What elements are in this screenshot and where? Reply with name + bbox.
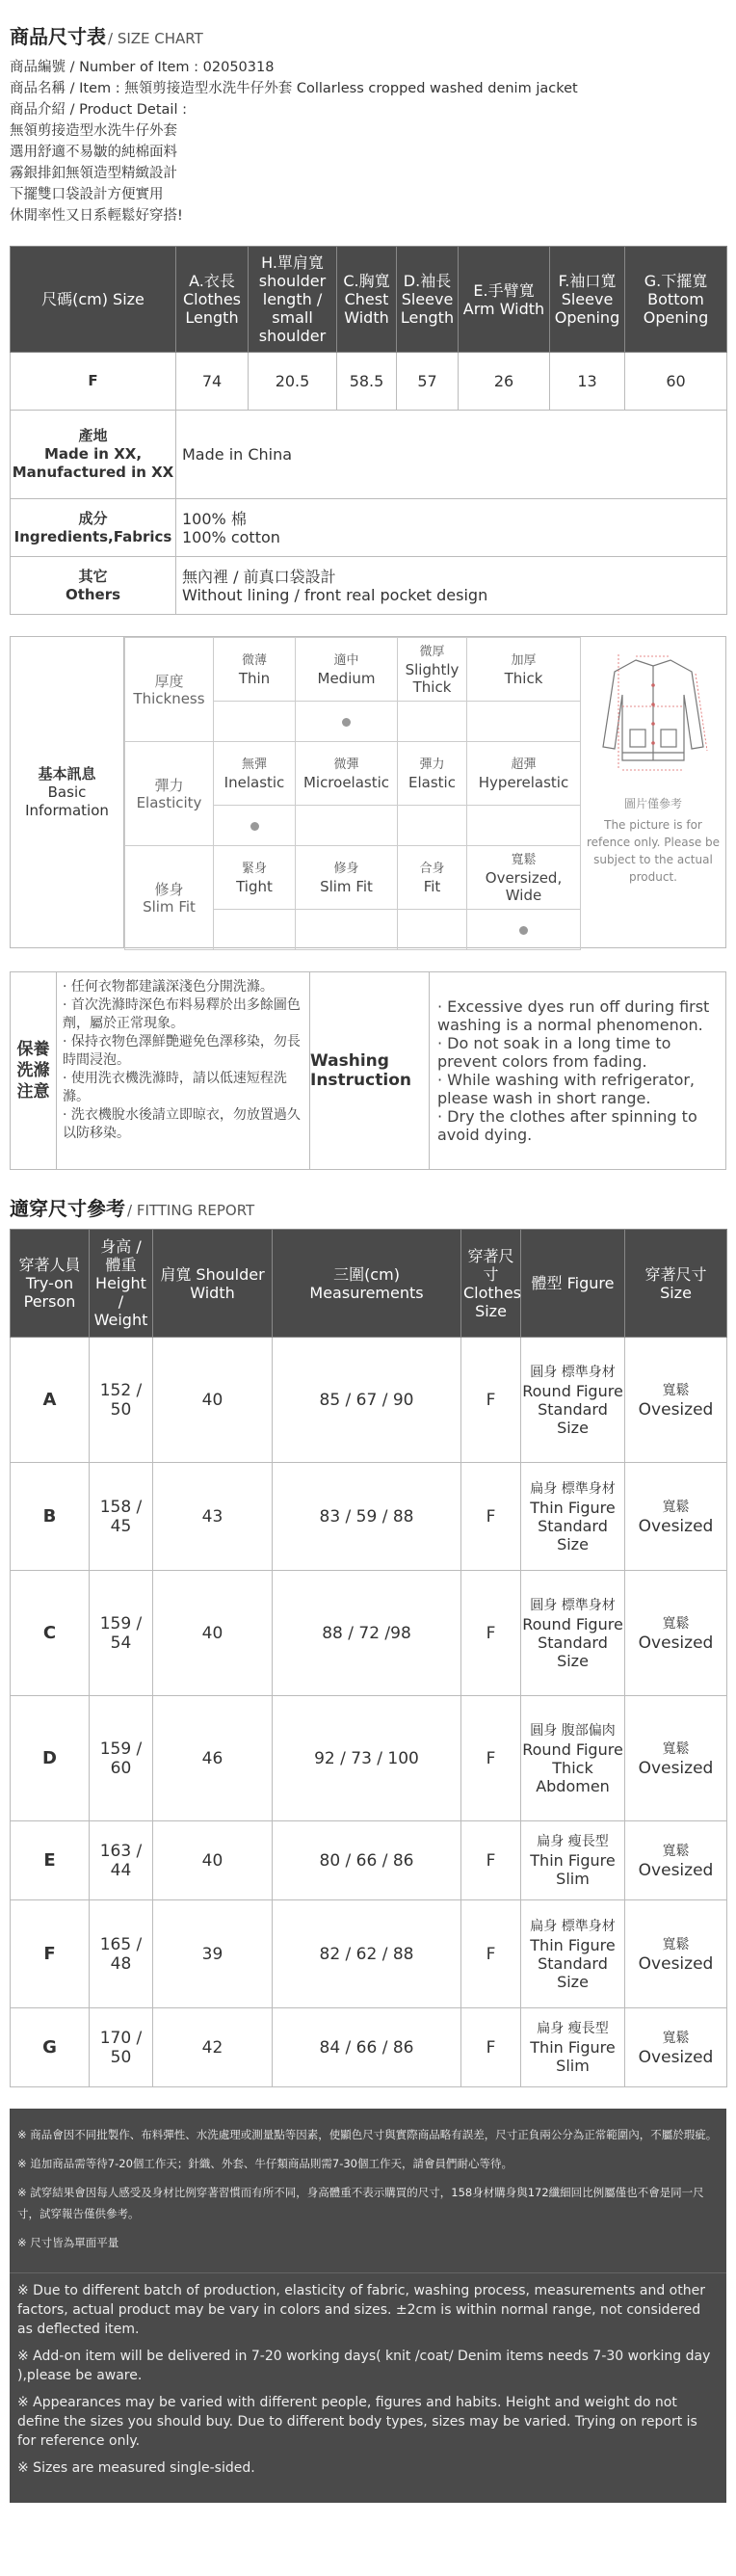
fabric-value	[176, 499, 727, 557]
jacket-sketch-icon	[595, 647, 711, 791]
thickness-option	[214, 638, 296, 702]
figure-en: Thin Figure Standard Size	[530, 1498, 616, 1554]
option-zh: 無彈	[241, 757, 267, 772]
fit-size-cell	[625, 1338, 727, 1463]
title-en: / SIZE CHART	[108, 30, 203, 47]
slimfit-option	[214, 846, 296, 910]
fit-zh: 寬鬆	[662, 1843, 690, 1859]
others-label	[11, 557, 176, 615]
size-value: 26	[459, 353, 550, 411]
header-line: 休閒率性又日系輕鬆好穿搭!	[10, 208, 183, 224]
option-zh: 微彈	[333, 757, 359, 772]
fitting-row	[11, 1696, 727, 1821]
fitting-report-table	[10, 1229, 727, 2087]
fit-size-cell	[625, 2008, 727, 2087]
header-line: 下擺雙口袋設計方便實用	[10, 187, 164, 202]
shoulder-cell: 40	[153, 1821, 273, 1900]
clothes-size-header: 穿著尺寸 Clothes Size	[461, 1230, 521, 1338]
shoulder-width-header: 肩寬 Shoulder Width	[153, 1230, 273, 1338]
note-en: ※ Appearances may be varied with different people, figures and habits. Height and weight do not define the sizes you should buy. Due to different body types, sizes may be varied. Trying on report is for reference only.	[17, 2395, 697, 2449]
measurements-cell: 88 / 72 /98	[273, 1571, 461, 1696]
others-label-zh: 其它	[78, 567, 108, 585]
figure-cell	[521, 1463, 625, 1571]
option-en: Slightly Thick	[405, 660, 460, 696]
clothes-size-cell: F	[461, 1821, 521, 1900]
fitting-report-title	[10, 1193, 726, 1221]
fabric-label-en: Ingredients,Fabrics	[13, 527, 172, 545]
selected-dot-icon	[519, 926, 528, 935]
note-en: ※ Due to different batch of production, elasticity of fabric, washing process, measurements and other factors, actual product may be vary in colors and sizes. ±2cm is within normal range, not considered as deflected item.	[17, 2283, 705, 2337]
fit-zh: 寬鬆	[662, 1936, 690, 1952]
fitting-title-zh: 適穿尺寸參考	[10, 1197, 125, 1220]
sleeve-length-header: D.袖長 Sleeve Length	[397, 247, 459, 353]
height-weight-cell: 170 / 50	[90, 2008, 153, 2087]
option-zh: 微厚	[419, 644, 445, 659]
height-weight-cell: 159 / 54	[90, 1571, 153, 1696]
size-chart-table	[10, 246, 727, 615]
fit-zh: 寬鬆	[662, 1499, 690, 1515]
fit-zh: 寬鬆	[662, 1382, 690, 1398]
thickness-head	[125, 638, 214, 742]
thickness-head-en: Thickness	[133, 689, 205, 707]
fitting-rows	[11, 1338, 727, 2087]
option-zh: 彈力	[419, 757, 445, 772]
clothes-size-cell: F	[461, 1900, 521, 2008]
header-line: 無領剪接造型水洗牛仔外套	[10, 123, 177, 139]
fitting-row	[11, 2008, 727, 2087]
note-zh: ※ 尺寸皆為單面平量	[17, 2236, 119, 2249]
option-en: Tight	[236, 877, 273, 895]
figure-zh: 扁身 標準身材	[530, 1480, 616, 1497]
elasticity-option	[398, 742, 467, 806]
figure-cell	[521, 1571, 625, 1696]
figure-cell	[521, 1900, 625, 2008]
size-value: 13	[550, 353, 625, 411]
slimfit-option	[296, 846, 398, 910]
header-line: 商品介紹 / Product Detail :	[10, 102, 187, 118]
figure-cell	[521, 1821, 625, 1900]
bottom-opening-header: G.下擺寬 Bottom Opening	[625, 247, 727, 353]
size-cell: F	[11, 353, 176, 411]
header-line: 商品名稱 / Item : 無領剪接造型水洗牛仔外套 Collarless cropped washed denim jacket	[10, 81, 578, 96]
slimfit-head	[125, 846, 214, 950]
figure-cell	[521, 2008, 625, 2087]
person-cell: F	[11, 1900, 90, 2008]
figure-en: Round Figure Standard Size	[522, 1381, 623, 1437]
note-en: ※ Add-on item will be delivered in 7-20 working days( knit /coat/ Denim items needs 7-30 working day ),please be aware.	[17, 2349, 711, 2383]
fit-zh: 寬鬆	[662, 1615, 690, 1632]
fit-en: Ovesized	[638, 1633, 714, 1653]
height-weight-cell: 159 / 60	[90, 1696, 153, 1821]
origin-value: Made in China	[176, 411, 727, 499]
clothes-size-cell: F	[461, 2008, 521, 2087]
note-zh: ※ 試穿結果會因每人感受及身材比例穿著習慣而有所不同，身高體重不表示購買的尺寸，158身材購身與172纖細回比例屬僅也不會是同一尺寸，試穿報告僅供參考。	[17, 2186, 704, 2220]
option-zh: 微薄	[241, 652, 267, 668]
indicator-cell	[398, 806, 467, 846]
slimfit-head-zh: 修身	[154, 880, 184, 898]
option-zh: 適中	[333, 652, 359, 668]
measurements-cell: 80 / 66 / 86	[273, 1821, 461, 1900]
person-cell: C	[11, 1571, 90, 1696]
fit-en: Ovesized	[638, 2047, 714, 2067]
figure-zh: 圓身 標準身材	[530, 1597, 616, 1613]
person-header: 穿著人員 Try-on Person	[11, 1230, 90, 1338]
elasticity-option	[467, 742, 581, 806]
figure-en: Round Figure Thick Abdomen	[522, 1739, 623, 1795]
clothes-size-cell: F	[461, 1463, 521, 1571]
washing-en-item: · Excessive dyes run off during first washing is a normal phenomenon.	[437, 997, 710, 1034]
elasticity-head	[125, 742, 214, 846]
measurements-cell: 85 / 67 / 90	[273, 1338, 461, 1463]
indicator-cell	[398, 702, 467, 742]
figure-caption-zh: 圖片僅參考	[623, 797, 682, 810]
size-header: 尺碼(cm) Size	[11, 247, 176, 353]
jacket-diagram	[581, 637, 725, 947]
figure-zh: 扁身 瘦長型	[537, 1834, 609, 1849]
shoulder-cell: 39	[153, 1900, 273, 2008]
slimfit-option	[467, 846, 581, 910]
fitting-row	[11, 1463, 727, 1571]
size-chart-title	[10, 21, 726, 49]
fit-size-header: 穿著尺寸 Size	[625, 1230, 727, 1338]
option-zh: 修身	[333, 861, 359, 876]
title-zh: 商品尺寸表	[10, 25, 106, 48]
thickness-option	[467, 638, 581, 702]
note-zh: ※ 追加商品需等待7-20個工作天；針織、外套、牛仔類商品則需7-30個工作天，請會員們耐心等待。	[17, 2157, 513, 2170]
shoulder-cell: 40	[153, 1338, 273, 1463]
origin-label	[11, 411, 176, 499]
person-cell: E	[11, 1821, 90, 1900]
fabric-value-en: 100% cotton	[182, 527, 280, 546]
origin-label-zh: 產地	[78, 427, 108, 444]
figure-en: Thin Figure Standard Size	[530, 1935, 616, 1991]
fit-size-cell	[625, 1821, 727, 1900]
others-label-en: Others	[65, 585, 121, 603]
indicator-cell	[214, 702, 296, 742]
option-zh: 加厚	[511, 652, 537, 668]
option-en: Thin	[238, 669, 271, 687]
person-cell: B	[11, 1463, 90, 1571]
option-zh: 緊身	[241, 861, 267, 876]
height-weight-cell: 152 / 50	[90, 1338, 153, 1463]
figure-header: 體型 Figure	[521, 1230, 625, 1338]
height-weight-header: 身高 / 體重 Height / Weight	[90, 1230, 153, 1338]
washing-label: 保養洗滌注意	[11, 972, 57, 1169]
header-line: 商品編號 / Number of Item : 02050318	[10, 60, 275, 75]
fit-size-cell	[625, 1463, 727, 1571]
indicator-cell	[214, 806, 296, 846]
shoulder-cell: 40	[153, 1571, 273, 1696]
measurements-cell: 82 / 62 / 88	[273, 1900, 461, 2008]
figure-en: Thin Figure Slim	[530, 1851, 616, 1888]
size-value: 20.5	[249, 353, 337, 411]
option-en: Elastic	[408, 773, 456, 791]
fit-en: Ovesized	[638, 1953, 714, 1974]
others-value	[176, 557, 727, 615]
thickness-option	[398, 638, 467, 702]
elasticity-head-zh: 彈力	[154, 776, 184, 794]
indicator-cell	[467, 806, 581, 846]
selected-dot-icon	[250, 822, 259, 831]
indicator-cell	[296, 910, 398, 950]
note-zh: ※ 商品會因不同批製作、布料彈性、水洗處理或測量點等因素，使顯色尺寸與實際商品略有誤差，尺寸正負兩公分為正常範圍內，不屬於瑕疵。	[17, 2128, 718, 2141]
option-zh: 合身	[419, 861, 445, 876]
washing-en-item: · Do not soak in a long time to prevent colors from fading.	[437, 1034, 671, 1071]
fabric-label	[11, 499, 176, 557]
washing-zh-item: · 任何衣物都建議深淺色分開洗滌。	[63, 979, 274, 995]
slimfit-head-en: Slim Fit	[143, 897, 196, 916]
basic-info-label-zh: 基本訊息	[38, 764, 96, 783]
washing-zh-item: · 首次洗滌時深色布料易釋於出多餘圖色劑，屬於正常現象。	[63, 997, 301, 1031]
option-zh: 超彈	[511, 757, 537, 772]
figure-zh: 圓身 腹部偏肉	[530, 1722, 616, 1739]
selected-dot-icon	[342, 718, 351, 727]
person-cell: G	[11, 2008, 90, 2087]
fabric-value-zh: 100% 棉	[182, 509, 247, 528]
fit-size-cell	[625, 1900, 727, 2008]
height-weight-cell: 165 / 48	[90, 1900, 153, 2008]
fabric-label-zh: 成分	[78, 509, 108, 527]
basic-info-label	[11, 637, 124, 947]
shoulder-cell: 42	[153, 2008, 273, 2087]
others-value-en: Without lining / front real pocket design	[182, 585, 488, 604]
measurements-header: 三圍(cm) Measurements	[273, 1230, 461, 1338]
length-header: A.衣長 Clothes Length	[176, 247, 249, 353]
option-en: Microelastic	[302, 773, 390, 791]
washing-section	[10, 971, 726, 1170]
elasticity-option	[214, 742, 296, 806]
origin-label-en: Made in XX, Manufactured in XX	[12, 445, 174, 481]
figure-cell	[521, 1338, 625, 1463]
note-en: ※ Sizes are measured single-sided.	[17, 2460, 255, 2476]
option-en: Inelastic	[223, 773, 285, 791]
washing-en-item: · Dry the clothes after spinning to avoid dying.	[437, 1107, 697, 1144]
washing-zh-item: · 保持衣物色澤鮮艷避免色澤移染，勿長時間浸泡。	[63, 1034, 301, 1068]
notes-en	[10, 2272, 726, 2503]
size-value: 57	[397, 353, 459, 411]
person-cell: A	[11, 1338, 90, 1463]
washing-zh-list	[57, 972, 310, 1169]
figure-zh: 圓身 標準身材	[530, 1364, 616, 1380]
others-value-zh: 無內裡 / 前真口袋設計	[182, 567, 336, 586]
indicator-cell	[214, 910, 296, 950]
notes-zh	[10, 2109, 726, 2272]
washing-en-item: · While washing with refrigerator, please wash in short range.	[437, 1071, 696, 1107]
basic-info-section	[10, 636, 726, 948]
indicator-cell	[296, 806, 398, 846]
arm-width-header: E.手臂寬 Arm Width	[459, 247, 550, 353]
indicator-cell	[467, 910, 581, 950]
basic-info-label-en: Basic Information	[25, 783, 109, 819]
person-cell: D	[11, 1696, 90, 1821]
measurements-cell: 83 / 59 / 88	[273, 1463, 461, 1571]
size-value: 74	[176, 353, 249, 411]
clothes-size-cell: F	[461, 1338, 521, 1463]
fit-size-cell	[625, 1571, 727, 1696]
indicator-cell	[467, 702, 581, 742]
indicator-cell	[296, 702, 398, 742]
washing-zh-item: · 洗衣機脫水後請立即晾衣，勿放置過久以防移染。	[63, 1107, 301, 1141]
product-header	[10, 0, 726, 226]
fitting-row	[11, 1338, 727, 1463]
figure-en: Round Figure Standard Size	[522, 1614, 623, 1670]
shoulder-cell: 43	[153, 1463, 273, 1571]
header-line: 選用舒適不易皺的純棉面料	[10, 145, 177, 160]
option-en: Oversized, Wide	[485, 868, 563, 904]
shoulder-header: H.單肩寬 shoulder length / small shoulder	[249, 247, 337, 353]
fit-en: Ovesized	[638, 1399, 714, 1420]
thickness-head-zh: 厚度	[154, 672, 184, 690]
fit-zh: 寬鬆	[662, 1740, 690, 1757]
fit-size-cell	[625, 1696, 727, 1821]
option-zh: 寬鬆	[511, 852, 537, 867]
figure-cell	[521, 1696, 625, 1821]
fit-en: Ovesized	[638, 1758, 714, 1778]
fitting-title-en: / FITTING REPORT	[127, 1202, 255, 1219]
figure-en: Thin Figure Slim	[530, 2038, 616, 2075]
fit-en: Ovesized	[638, 1860, 714, 1880]
figure-zh: 扁身 瘦長型	[537, 2021, 609, 2036]
option-en: Medium	[317, 669, 376, 687]
indicator-cell	[398, 910, 467, 950]
fit-en: Ovesized	[638, 1516, 714, 1536]
shoulder-cell: 46	[153, 1696, 273, 1821]
fitting-row	[11, 1821, 727, 1900]
washing-zh-item: · 使用洗衣機洗滌時，請以低速短程洗滌。	[63, 1071, 287, 1104]
fit-zh: 寬鬆	[662, 2030, 690, 2046]
option-en: Hyperelastic	[478, 773, 569, 791]
option-en: Slim Fit	[320, 877, 373, 895]
chest-header: C.胸寬 Chest Width	[337, 247, 397, 353]
slimfit-option	[398, 846, 467, 910]
measurements-cell: 92 / 73 / 100	[273, 1696, 461, 1821]
washing-en-list	[430, 972, 725, 1169]
height-weight-cell: 163 / 44	[90, 1821, 153, 1900]
figure-zh: 扁身 標準身材	[530, 1918, 616, 1934]
height-weight-cell: 158 / 45	[90, 1463, 153, 1571]
option-en: Thick	[504, 669, 543, 687]
fitting-row	[11, 1900, 727, 2008]
clothes-size-cell: F	[461, 1571, 521, 1696]
washing-title: Washing Instruction	[310, 972, 430, 1169]
option-en: Fit	[423, 877, 441, 895]
clothes-size-cell: F	[461, 1696, 521, 1821]
elasticity-head-en: Elasticity	[136, 793, 202, 811]
sleeve-opening-header: F.袖口寬 Sleeve Opening	[550, 247, 625, 353]
figure-caption-en: The picture is for refence only. Please be subject to the actual product.	[586, 818, 721, 884]
header-line: 霧銀排釦無領造型精緻設計	[10, 166, 177, 181]
fitting-row	[11, 1571, 727, 1696]
elasticity-option	[296, 742, 398, 806]
size-value: 58.5	[337, 353, 397, 411]
size-value: 60	[625, 353, 727, 411]
thickness-option	[296, 638, 398, 702]
measurements-cell: 84 / 66 / 86	[273, 2008, 461, 2087]
basic-info-grid	[124, 637, 581, 947]
